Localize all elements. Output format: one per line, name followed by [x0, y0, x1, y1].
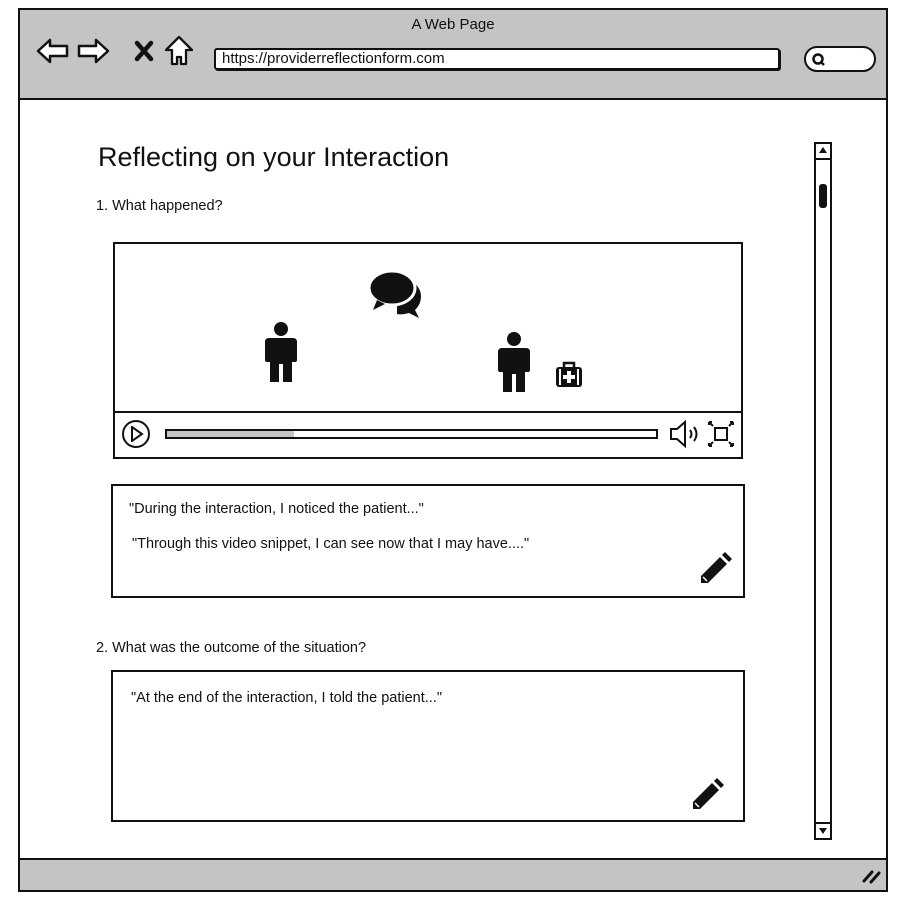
home-icon [164, 35, 194, 67]
home-button[interactable] [164, 36, 194, 66]
back-arrow-icon [36, 37, 70, 65]
question-1-label: 1. What happened? [96, 198, 223, 214]
scrollbar-thumb[interactable] [819, 184, 827, 208]
page-content [20, 100, 886, 858]
search-box[interactable] [804, 46, 876, 72]
page-title: Reflecting on your Interaction [98, 142, 450, 172]
pencil-icon[interactable] [698, 550, 734, 586]
question-2-label: 2. What was the outcome of the situation? [96, 640, 367, 656]
fullscreen-icon[interactable] [707, 419, 735, 449]
patient-person-icon [264, 322, 298, 384]
resize-grip-icon[interactable] [862, 866, 882, 884]
scroll-up-button[interactable] [816, 144, 830, 160]
search-icon [811, 52, 827, 68]
video-controls [115, 411, 741, 457]
video-player[interactable] [113, 242, 743, 459]
forward-button[interactable] [76, 36, 110, 66]
vertical-scrollbar[interactable] [814, 142, 832, 840]
pencil-icon[interactable] [690, 776, 726, 812]
address-bar[interactable]: https://providerreflectionform.com [214, 48, 780, 70]
video-progress-fill [167, 431, 294, 437]
provider-person-icon [497, 332, 531, 394]
status-bar [20, 858, 886, 890]
triangle-down-icon [819, 828, 827, 834]
forward-arrow-icon [76, 37, 110, 65]
window-title: A Web Page [411, 16, 495, 33]
stop-icon [134, 39, 154, 63]
play-button[interactable] [122, 420, 150, 448]
volume-icon[interactable] [668, 419, 702, 449]
question-1-response[interactable] [111, 484, 745, 598]
response-line-1: "At the end of the interaction, I told the patient..." [131, 690, 442, 706]
browser-chrome [20, 10, 886, 100]
speech-bubbles-icon [367, 268, 431, 320]
response-line-1: "During the interaction, I noticed the patient..." [129, 501, 424, 517]
back-button[interactable] [36, 36, 70, 66]
triangle-up-icon [819, 147, 827, 153]
scroll-down-button[interactable] [816, 822, 830, 838]
video-progress-bar[interactable] [165, 429, 658, 439]
play-icon [130, 426, 144, 442]
medical-kit-icon [555, 361, 583, 389]
response-line-2: "Through this video snippet, I can see now that I may have...." [132, 536, 530, 552]
stop-button[interactable] [134, 36, 154, 66]
question-2-response[interactable] [111, 670, 745, 822]
browser-window [18, 8, 888, 892]
